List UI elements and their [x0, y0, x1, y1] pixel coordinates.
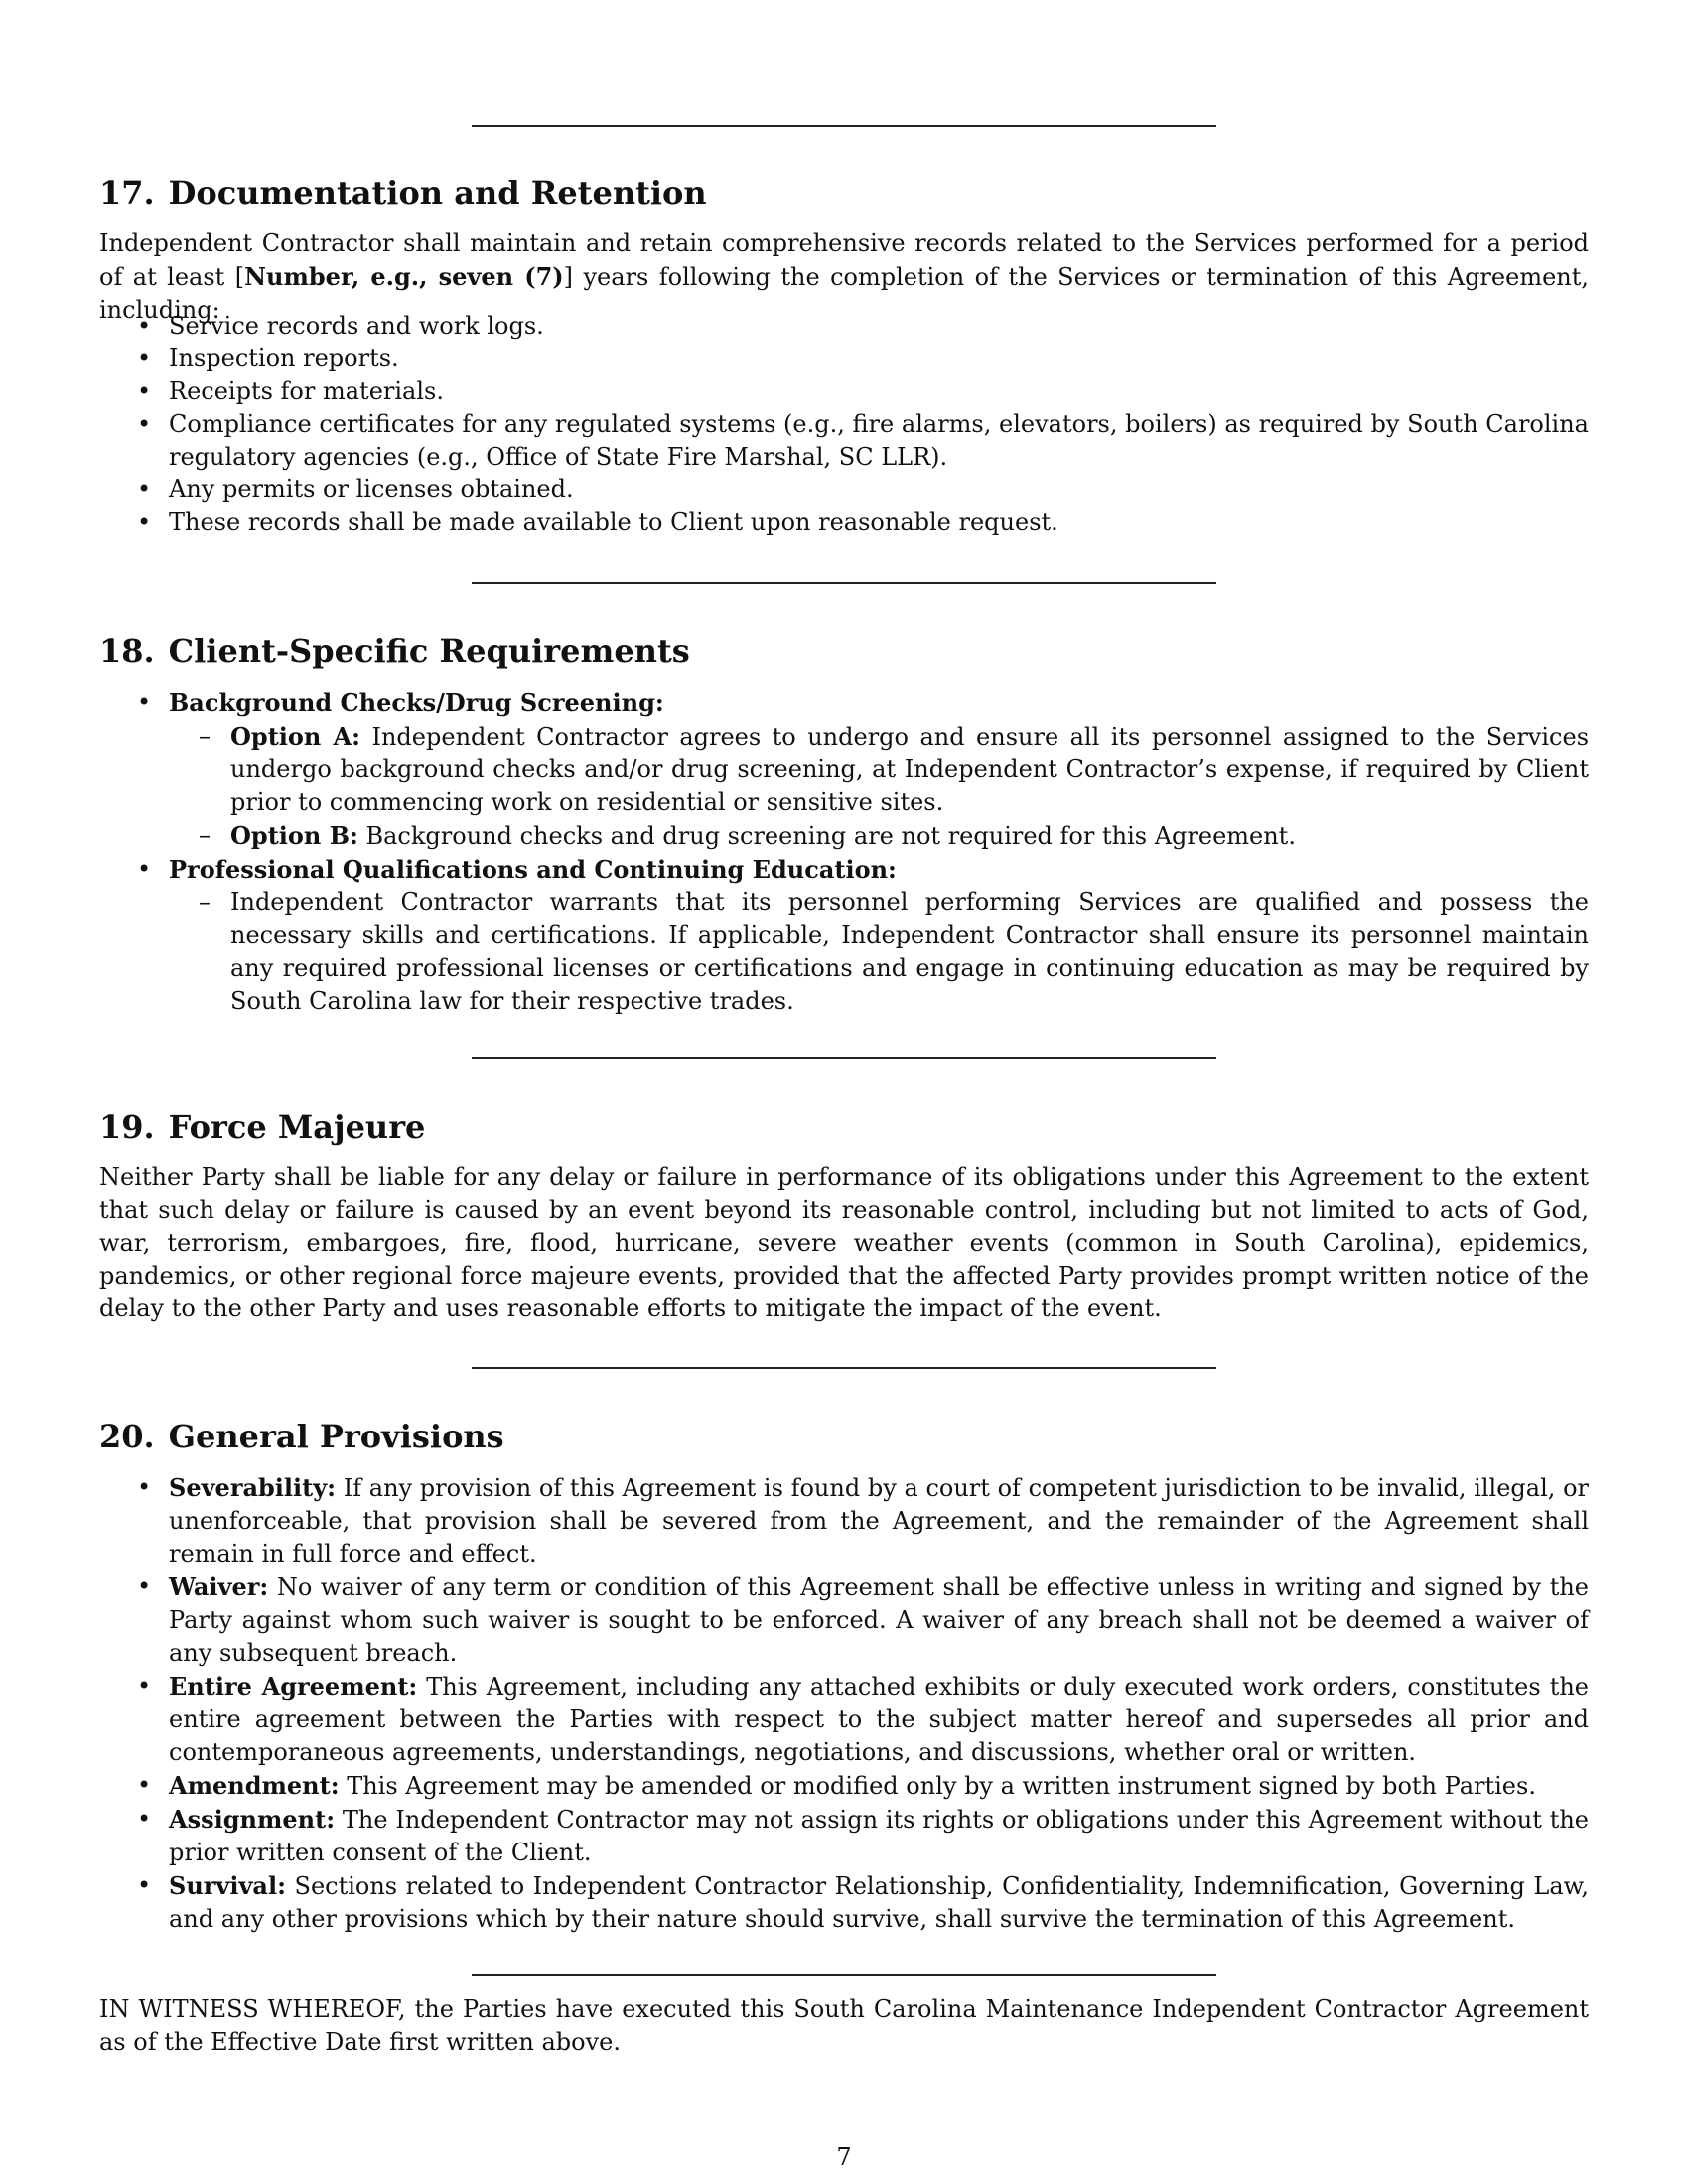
item-label: Severability: — [169, 1473, 337, 1502]
list-item: • Any permits or licenses obtained. — [99, 474, 1589, 506]
item-label: Background Checks/Drug Screening: — [169, 688, 664, 717]
list-item — [99, 1570, 1589, 1670]
list-item: • These records shall be made available to Client upon reasonable request. — [99, 506, 1589, 539]
section-19-heading — [99, 1107, 425, 1147]
sub-item: – Independent Contractor warrants that its personnel performing Services are qualified and possess the necessary skills and certifications. If applicable, Independent Contractor shall ensure its personnel maintain any required professional licenses or certifications and engage in continuing education as may be required by South Carolina law for their respective trades. — [169, 887, 1589, 1018]
section-20-heading — [99, 1417, 504, 1456]
item-text: Sections related to Independent Contractor Relationship, Confidentiality, Indemnification, Governing Law, and any other provisions which by their nature should survive, shall survive the termination of this Agreement. — [169, 1872, 1589, 1933]
list-item: • Inspection reports. — [99, 342, 1589, 375]
option-label: Option A: — [230, 722, 361, 751]
option-item — [169, 720, 1589, 819]
qualifications-list — [169, 887, 1589, 1018]
section-17-heading — [99, 173, 707, 212]
option-text: Independent Contractor agrees to undergo and ensure all its personnel assigned to the Services undergo background checks and/or drug screening, at Independent Contractor’s expense, if required by Client prior to commencing work on residential or sensitive sites. — [230, 723, 1590, 816]
intro-text: ] years following the completion of the Services or termination of this Agreement, including: — [99, 263, 1590, 324]
list-item — [99, 1869, 1589, 1936]
witness-clause: IN WITNESS WHEREOF, the Parties have executed this South Carolina Maintenance Independent Contractor Agreement as of the Effective Date first written above. — [99, 1995, 1589, 2056]
section-18-heading — [99, 631, 690, 671]
item-label: Survival: — [169, 1871, 286, 1900]
option-text: Background checks and drug screening are not required for this Agreement. — [357, 822, 1296, 850]
section-number: 20. — [99, 1418, 155, 1455]
option-item — [169, 819, 1589, 853]
placeholder-number: Number, e.g., seven (7) — [244, 262, 564, 291]
section-divider — [472, 582, 1216, 584]
item-label: Waiver: — [169, 1572, 269, 1601]
list-item — [99, 853, 1589, 1018]
section-divider — [472, 125, 1216, 127]
list-item — [99, 1769, 1589, 1803]
intro-text: Independent Contractor shall maintain and retain comprehensive records related to the Services performed for a period of at least [ — [99, 229, 1589, 291]
option-label: Option B: — [230, 821, 358, 850]
item-label: Amendment: — [169, 1771, 340, 1800]
requirements-list — [99, 686, 1589, 1018]
list-item: • Service records and work logs. — [99, 310, 1589, 342]
section-divider — [472, 1367, 1216, 1369]
section-title: Client-Specific Requirements — [168, 632, 690, 670]
section-number: 19. — [99, 1108, 155, 1146]
section-title: Force Majeure — [168, 1108, 426, 1146]
item-text: This Agreement may be amended or modified only by a written instrument signed by both Parties. — [339, 1772, 1536, 1800]
item-text: No waiver of any term or condition of this Agreement shall be effective unless in writing and signed by the Party against whom such waiver is sought to be enforced. A waiver of any breach shall not be deemed a waiver of any subsequent breach. — [169, 1573, 1589, 1667]
section-title: General Provisions — [168, 1418, 504, 1455]
section-divider — [472, 1057, 1216, 1059]
provisions-list — [99, 1471, 1589, 1936]
list-item — [99, 1803, 1589, 1869]
list-item — [99, 1670, 1589, 1769]
item-text: The Independent Contractor may not assign its rights or obligations under this Agreement without the prior written consent of the Client. — [169, 1806, 1589, 1866]
list-item: • Receipts for materials. — [99, 375, 1589, 408]
section-number: 18. — [99, 632, 155, 670]
section-19-text: Neither Party shall be liable for any delay or failure in performance of its obligations under this Agreement to the extent that such delay or failure is caused by an event beyond its reasonable control, including but not limited to acts of God, war, terrorism, embargoes, fire, flood, hurricane, severe weather events (common in South Carolina), epidemics, pandemics, or other regional force majeure events, provided that the affected Party provides prompt written notice of the delay to the other Party and uses reasonable efforts to mitigate the impact of the event. — [99, 1163, 1589, 1322]
item-label: Professional Qualifications and Continuing Education: — [169, 855, 897, 884]
list-item — [99, 686, 1589, 853]
section-divider — [472, 1974, 1216, 1976]
section-number: 17. — [99, 174, 155, 211]
item-text: If any provision of this Agreement is found by a court of competent jurisdiction to be invalid, illegal, or unenforceable, that provision shall be severed from the Agreement, and the remainder of the Agreement shall remain in full force and effect. — [169, 1474, 1589, 1568]
item-label: Assignment: — [169, 1805, 336, 1834]
item-label: Entire Agreement: — [169, 1672, 418, 1701]
section-title: Documentation and Retention — [168, 174, 707, 211]
options-list — [169, 720, 1589, 853]
records-list — [99, 310, 1589, 539]
page-number: 7 — [836, 2143, 852, 2171]
item-text: This Agreement, including any attached exhibits or duly executed work orders, constitutes the entire agreement between the Parties with respect to the subject matter hereof and supersedes all prior and contemporaneous agreements, understandings, negotiations, and discussions, whether oral or written. — [169, 1673, 1590, 1766]
list-item: • Compliance certificates for any regulated systems (e.g., fire alarms, elevators, boilers) as required by South Carolina regulatory agencies (e.g., Office of State Fire Marshal, SC LLR). — [99, 408, 1589, 474]
list-item — [99, 1471, 1589, 1570]
